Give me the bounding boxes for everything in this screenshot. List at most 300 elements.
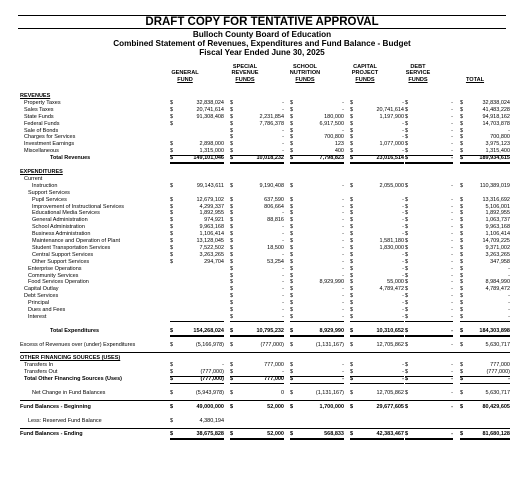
cell-value: - bbox=[342, 224, 344, 231]
currency-symbol: $ bbox=[405, 231, 409, 238]
value-cell bbox=[230, 114, 284, 121]
currency-symbol: $ bbox=[170, 99, 174, 106]
currency-symbol: $ bbox=[230, 300, 234, 307]
cell-value: - bbox=[282, 141, 284, 148]
table-row bbox=[20, 286, 510, 293]
table-row bbox=[20, 369, 510, 376]
value-cell bbox=[290, 231, 344, 238]
table-row bbox=[20, 300, 510, 307]
value-cell bbox=[170, 183, 224, 190]
value-cell bbox=[405, 245, 453, 252]
table-row bbox=[20, 404, 510, 411]
value-cell bbox=[290, 141, 344, 148]
value-cell bbox=[170, 141, 224, 148]
cell-value: - bbox=[282, 231, 284, 238]
table-row bbox=[20, 197, 510, 204]
currency-symbol: $ bbox=[230, 293, 234, 300]
row-label: Property Taxes bbox=[24, 99, 61, 106]
currency-symbol: $ bbox=[230, 127, 234, 134]
cell-value: 5,106,001 bbox=[485, 203, 510, 210]
value-cell bbox=[290, 217, 344, 224]
value-cell bbox=[405, 197, 453, 204]
currency-symbol: $ bbox=[290, 238, 294, 245]
currency-symbol: $ bbox=[405, 265, 409, 272]
currency-symbol: $ bbox=[405, 196, 409, 203]
column-header-line: REVENUE bbox=[231, 70, 259, 77]
value-cell bbox=[350, 266, 404, 273]
row-label: Fund Balances - Ending bbox=[20, 431, 83, 438]
table-row bbox=[20, 93, 510, 100]
value-cell bbox=[290, 204, 344, 211]
currency-symbol: $ bbox=[230, 120, 234, 127]
cell-value: (5,943,978) bbox=[195, 389, 224, 396]
value-cell bbox=[230, 431, 284, 440]
value-cell bbox=[350, 362, 404, 369]
currency-symbol: $ bbox=[350, 307, 354, 314]
cell-value: 777,000 bbox=[264, 376, 284, 383]
column-header-line: GENERAL bbox=[171, 70, 199, 77]
table-row bbox=[20, 231, 510, 238]
cell-value: 700,800 bbox=[490, 134, 510, 141]
currency-symbol: $ bbox=[230, 258, 234, 265]
currency-symbol: $ bbox=[405, 148, 409, 155]
cell-value: 1,106,414 bbox=[199, 231, 224, 238]
cell-value: - bbox=[342, 127, 344, 134]
column-header-line: FUND bbox=[177, 76, 193, 83]
column-header-line: DEBT bbox=[410, 64, 426, 70]
currency-symbol: $ bbox=[460, 224, 464, 231]
currency-symbol: $ bbox=[405, 314, 409, 320]
currency-symbol: $ bbox=[290, 376, 294, 383]
statement-title: Combined Statement of Revenues, Expenditures and Fund Balance - Budget bbox=[113, 39, 411, 48]
currency-symbol: $ bbox=[405, 307, 409, 314]
currency-symbol: $ bbox=[290, 341, 294, 348]
currency-symbol: $ bbox=[230, 327, 234, 334]
cell-value: 5,630,717 bbox=[485, 389, 510, 396]
value-cell bbox=[405, 404, 453, 411]
value-cell bbox=[230, 231, 284, 238]
currency-symbol: $ bbox=[405, 155, 409, 162]
value-cell bbox=[405, 114, 453, 121]
cell-value: - bbox=[402, 210, 404, 217]
currency-symbol: $ bbox=[460, 127, 464, 134]
table-row bbox=[20, 217, 510, 224]
cell-value: - bbox=[342, 251, 344, 258]
currency-symbol: $ bbox=[405, 224, 409, 231]
row-label: Business Administration bbox=[32, 231, 91, 238]
value-cell bbox=[350, 307, 404, 314]
table-row bbox=[20, 238, 510, 245]
value-cell bbox=[230, 128, 284, 135]
cell-value: - bbox=[282, 106, 284, 113]
value-cell bbox=[290, 431, 344, 440]
currency-symbol: $ bbox=[170, 231, 174, 238]
value-cell bbox=[230, 210, 284, 217]
cell-value: 8,929,990 bbox=[319, 279, 344, 286]
value-cell bbox=[405, 307, 453, 314]
value-cell bbox=[350, 141, 404, 148]
value-cell bbox=[460, 134, 510, 141]
currency-symbol: $ bbox=[460, 272, 464, 279]
currency-symbol: $ bbox=[405, 238, 409, 245]
statement-table bbox=[20, 93, 510, 438]
currency-symbol: $ bbox=[460, 210, 464, 217]
cell-value: - bbox=[451, 300, 453, 307]
column-header bbox=[335, 64, 395, 83]
currency-symbol: $ bbox=[350, 99, 354, 106]
value-cell bbox=[460, 431, 510, 440]
value-cell bbox=[350, 286, 404, 293]
value-cell bbox=[170, 217, 224, 224]
value-cell bbox=[230, 217, 284, 224]
currency-symbol: $ bbox=[350, 369, 354, 376]
value-cell bbox=[170, 418, 224, 425]
value-cell bbox=[290, 100, 344, 107]
value-cell bbox=[350, 404, 404, 411]
currency-symbol: $ bbox=[230, 217, 234, 224]
currency-symbol: $ bbox=[350, 217, 354, 224]
cell-value: - bbox=[402, 314, 404, 320]
value-cell bbox=[405, 279, 453, 286]
column-header-line: SCHOOL bbox=[293, 64, 317, 70]
value-cell bbox=[460, 279, 510, 286]
cell-value: - bbox=[342, 203, 344, 210]
currency-symbol: $ bbox=[230, 369, 234, 376]
currency-symbol: $ bbox=[460, 203, 464, 210]
cell-value: - bbox=[451, 134, 453, 141]
currency-symbol: $ bbox=[290, 293, 294, 300]
currency-symbol: $ bbox=[460, 369, 464, 376]
value-cell bbox=[405, 259, 453, 266]
cell-value: - bbox=[402, 265, 404, 272]
currency-symbol: $ bbox=[230, 314, 234, 320]
cell-value: 12,705,862 bbox=[376, 341, 404, 348]
currency-symbol: $ bbox=[460, 251, 464, 258]
currency-symbol: $ bbox=[290, 389, 294, 396]
row-label: OTHER FINANCING SOURCES (USES) bbox=[20, 355, 121, 362]
cell-value: 123 bbox=[334, 141, 344, 148]
value-cell bbox=[350, 210, 404, 217]
currency-symbol: $ bbox=[230, 251, 234, 258]
currency-symbol: $ bbox=[460, 217, 464, 224]
cell-value: 400 bbox=[334, 148, 344, 155]
currency-symbol: $ bbox=[230, 203, 234, 210]
cell-value: - bbox=[342, 196, 344, 203]
currency-symbol: $ bbox=[405, 431, 409, 438]
cell-value: - bbox=[508, 272, 510, 279]
value-cell bbox=[405, 217, 453, 224]
currency-symbol: $ bbox=[405, 376, 409, 383]
currency-symbol: $ bbox=[350, 141, 354, 148]
cell-value: - bbox=[342, 362, 344, 369]
cell-value: - bbox=[282, 99, 284, 106]
currency-symbol: $ bbox=[170, 362, 174, 369]
value-cell bbox=[170, 204, 224, 211]
value-cell bbox=[230, 238, 284, 245]
value-cell bbox=[290, 404, 344, 411]
value-cell bbox=[170, 266, 224, 273]
currency-symbol: $ bbox=[460, 258, 464, 265]
value-cell bbox=[290, 121, 344, 128]
cell-value: - bbox=[451, 341, 453, 348]
value-cell bbox=[405, 134, 453, 141]
currency-symbol: $ bbox=[460, 99, 464, 106]
currency-symbol: $ bbox=[170, 196, 174, 203]
cell-value: - bbox=[402, 293, 404, 300]
cell-value: - bbox=[451, 307, 453, 314]
cell-value: 347,958 bbox=[490, 258, 510, 265]
cell-value: - bbox=[451, 376, 453, 383]
value-cell bbox=[460, 245, 510, 252]
cell-value: - bbox=[402, 203, 404, 210]
currency-symbol: $ bbox=[290, 258, 294, 265]
cell-value: - bbox=[342, 307, 344, 314]
currency-symbol: $ bbox=[290, 369, 294, 376]
table-row bbox=[20, 335, 510, 342]
currency-symbol: $ bbox=[230, 286, 234, 293]
value-cell bbox=[350, 342, 404, 349]
value-cell bbox=[460, 210, 510, 217]
table-row bbox=[20, 307, 510, 314]
cell-value: - bbox=[451, 155, 453, 162]
column-header-line: FUNDS bbox=[295, 76, 315, 83]
value-cell bbox=[405, 121, 453, 128]
value-cell bbox=[170, 252, 224, 259]
cell-value: - bbox=[451, 113, 453, 120]
value-cell bbox=[290, 418, 344, 425]
cell-value: - bbox=[451, 120, 453, 127]
currency-symbol: $ bbox=[170, 148, 174, 155]
value-cell bbox=[460, 418, 510, 425]
currency-symbol: $ bbox=[230, 231, 234, 238]
currency-symbol: $ bbox=[290, 113, 294, 120]
cell-value: - bbox=[402, 307, 404, 314]
value-cell bbox=[460, 231, 510, 238]
value-cell bbox=[405, 128, 453, 135]
row-label: Dues and Fees bbox=[28, 307, 66, 314]
currency-symbol: $ bbox=[290, 196, 294, 203]
cell-value: - bbox=[508, 293, 510, 300]
currency-symbol: $ bbox=[350, 272, 354, 279]
cell-value: - bbox=[451, 369, 453, 376]
cell-value: - bbox=[282, 286, 284, 293]
currency-symbol: $ bbox=[230, 182, 234, 189]
currency-symbol: $ bbox=[170, 113, 174, 120]
cell-value: - bbox=[402, 258, 404, 265]
cell-value: - bbox=[342, 210, 344, 217]
currency-symbol: $ bbox=[290, 265, 294, 272]
value-cell bbox=[170, 128, 224, 135]
cell-value: 5,630,717 bbox=[485, 341, 510, 348]
row-label: REVENUES bbox=[20, 93, 51, 99]
cell-value: 3,263,265 bbox=[199, 251, 224, 258]
table-row bbox=[20, 107, 510, 114]
cell-value: - bbox=[342, 231, 344, 238]
currency-symbol: $ bbox=[170, 182, 174, 189]
value-cell bbox=[405, 390, 453, 397]
currency-symbol: $ bbox=[290, 279, 294, 286]
value-cell bbox=[350, 418, 404, 425]
cell-value: - bbox=[282, 127, 284, 134]
table-row bbox=[20, 183, 510, 190]
currency-symbol: $ bbox=[460, 196, 464, 203]
cell-value: 12,679,102 bbox=[196, 196, 224, 203]
value-cell bbox=[230, 279, 284, 286]
cell-value: - bbox=[282, 224, 284, 231]
currency-symbol: $ bbox=[350, 196, 354, 203]
currency-symbol: $ bbox=[290, 224, 294, 231]
currency-symbol: $ bbox=[170, 244, 174, 251]
currency-symbol: $ bbox=[460, 286, 464, 293]
currency-symbol: $ bbox=[460, 389, 464, 396]
value-cell bbox=[230, 418, 284, 425]
row-label: Excess of Revenues over (under) Expenditures bbox=[20, 341, 136, 348]
cell-value: 180,000 bbox=[324, 113, 344, 120]
currency-symbol: $ bbox=[405, 141, 409, 148]
currency-symbol: $ bbox=[170, 389, 174, 396]
currency-symbol: $ bbox=[170, 369, 174, 376]
value-cell bbox=[350, 217, 404, 224]
table-row bbox=[20, 390, 510, 397]
cell-value: - bbox=[342, 300, 344, 307]
cell-value: 1,063,737 bbox=[485, 217, 510, 224]
currency-symbol: $ bbox=[405, 217, 409, 224]
value-cell bbox=[290, 252, 344, 259]
value-cell bbox=[230, 197, 284, 204]
value-cell bbox=[230, 134, 284, 141]
currency-symbol: $ bbox=[350, 265, 354, 272]
value-cell bbox=[405, 252, 453, 259]
row-label: Pupil Services bbox=[32, 196, 67, 203]
value-cell bbox=[460, 362, 510, 369]
table-row bbox=[20, 259, 510, 266]
cell-value: - bbox=[282, 134, 284, 141]
value-cell bbox=[405, 431, 453, 440]
cell-value: 1,830,000 bbox=[379, 244, 404, 251]
value-cell bbox=[230, 224, 284, 231]
value-cell bbox=[290, 293, 344, 300]
currency-symbol: $ bbox=[460, 376, 464, 383]
currency-symbol: $ bbox=[460, 279, 464, 286]
value-cell bbox=[350, 197, 404, 204]
row-label: Student Transportation Services bbox=[32, 244, 111, 251]
cell-value: - bbox=[402, 376, 404, 383]
value-cell bbox=[350, 259, 404, 266]
cell-value: (777,000) bbox=[200, 369, 224, 376]
row-label: Capital Outlay bbox=[24, 286, 59, 293]
currency-symbol: $ bbox=[460, 403, 464, 410]
currency-symbol: $ bbox=[170, 203, 174, 210]
cell-value: 1,581,180 bbox=[379, 238, 404, 245]
table-row bbox=[20, 431, 510, 438]
currency-symbol: $ bbox=[460, 141, 464, 148]
currency-symbol: $ bbox=[170, 376, 174, 383]
row-label: School Administration bbox=[32, 224, 85, 231]
cell-value: - bbox=[282, 293, 284, 300]
value-cell bbox=[290, 128, 344, 135]
cell-value: - bbox=[282, 307, 284, 314]
cell-value: - bbox=[282, 272, 284, 279]
column-header-line: FUNDS bbox=[408, 76, 428, 83]
row-label: State Funds bbox=[24, 113, 54, 120]
value-cell bbox=[170, 100, 224, 107]
cell-value: 3,975,123 bbox=[485, 141, 510, 148]
column-header bbox=[275, 64, 335, 83]
currency-symbol: $ bbox=[460, 362, 464, 369]
value-cell bbox=[230, 286, 284, 293]
value-cell bbox=[230, 252, 284, 259]
value-cell bbox=[170, 431, 224, 440]
value-cell bbox=[170, 224, 224, 231]
row-label: Transfers In bbox=[24, 362, 54, 369]
cell-value: 41,483,228 bbox=[482, 106, 510, 113]
currency-symbol: $ bbox=[405, 279, 409, 286]
cell-value: - bbox=[342, 99, 344, 106]
currency-symbol: $ bbox=[230, 244, 234, 251]
cell-value: - bbox=[402, 251, 404, 258]
cell-value: - bbox=[508, 376, 510, 383]
table-row bbox=[20, 355, 510, 362]
cell-value: (1,131,167) bbox=[315, 341, 344, 348]
value-cell bbox=[290, 238, 344, 245]
value-cell bbox=[460, 307, 510, 314]
currency-symbol: $ bbox=[230, 210, 234, 217]
currency-symbol: $ bbox=[460, 244, 464, 251]
cell-value: - bbox=[342, 376, 344, 383]
cell-value: - bbox=[451, 314, 453, 320]
currency-symbol: $ bbox=[290, 272, 294, 279]
table-row bbox=[20, 210, 510, 217]
table-row bbox=[20, 314, 510, 321]
value-cell bbox=[350, 293, 404, 300]
value-cell bbox=[170, 259, 224, 266]
value-cell bbox=[405, 342, 453, 349]
value-cell bbox=[230, 342, 284, 349]
currency-symbol: $ bbox=[405, 362, 409, 369]
cell-value: 777,000 bbox=[490, 362, 510, 369]
currency-symbol: $ bbox=[230, 279, 234, 286]
row-label: Central Support Services bbox=[32, 251, 94, 258]
cell-value: - bbox=[402, 224, 404, 231]
column-header bbox=[445, 64, 505, 83]
row-label: Total Expenditures bbox=[50, 327, 100, 334]
cell-value: 32,838,024 bbox=[196, 99, 224, 106]
value-cell bbox=[350, 245, 404, 252]
currency-symbol: $ bbox=[405, 258, 409, 265]
cell-value: - bbox=[451, 272, 453, 279]
cell-value: - bbox=[342, 293, 344, 300]
currency-symbol: $ bbox=[290, 431, 294, 438]
table-row bbox=[20, 349, 510, 356]
value-cell bbox=[170, 197, 224, 204]
currency-symbol: $ bbox=[170, 155, 174, 162]
value-cell bbox=[170, 238, 224, 245]
value-cell bbox=[405, 141, 453, 148]
cell-value: 49,000,000 bbox=[196, 403, 224, 410]
cell-value: (777,000) bbox=[260, 341, 284, 348]
cell-value: 637,590 bbox=[264, 196, 284, 203]
cell-value: (777,000) bbox=[486, 369, 510, 376]
table-row bbox=[20, 376, 510, 383]
row-label: Community Services bbox=[28, 272, 79, 279]
value-cell bbox=[170, 286, 224, 293]
value-cell bbox=[350, 134, 404, 141]
row-label: Principal bbox=[28, 300, 50, 307]
cell-value: 8,929,990 bbox=[319, 327, 344, 334]
currency-symbol: $ bbox=[350, 314, 354, 320]
table-row bbox=[20, 128, 510, 135]
row-label: Sales Taxes bbox=[24, 106, 54, 113]
